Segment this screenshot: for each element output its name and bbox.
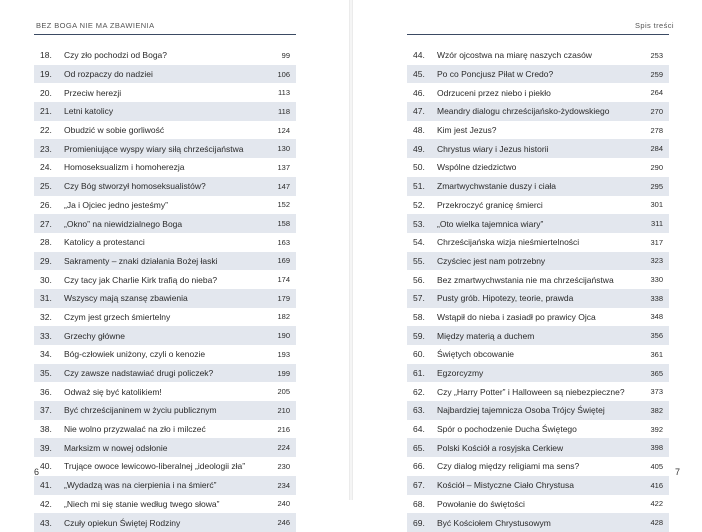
chapter-page: 174: [277, 275, 290, 285]
chapter-number: 43.: [40, 517, 52, 528]
chapter-page: 224: [277, 443, 290, 453]
chapter-number: 29.: [40, 255, 52, 266]
chapter-title: Przekroczyć granicę śmierci: [437, 199, 543, 210]
chapter-number: 33.: [40, 330, 52, 341]
toc-entry: [407, 65, 669, 84]
left-page: [0, 0, 349, 528]
chapter-title: Sakramenty – znaki działania Bożej łaski: [64, 255, 218, 266]
chapter-page: 295: [650, 181, 663, 191]
toc-entry: [34, 308, 296, 327]
chapter-number: 41.: [40, 480, 52, 491]
chapter-page: 210: [277, 405, 290, 415]
chapter-title: Promieniujące wyspy wiary siłą chrześcijaństwa: [64, 143, 244, 154]
chapter-number: 53.: [413, 218, 425, 229]
toc-entry: [34, 513, 296, 532]
toc-entry: [407, 420, 669, 439]
chapter-title: Trujące owoce lewicowo-liberalnej „ideologii zła”: [64, 461, 246, 472]
chapter-title: Po co Poncjusz Piłat w Credo?: [437, 69, 554, 80]
chapter-title: Nie wolno przyzwalać na zło i milczeć: [64, 424, 206, 435]
chapter-title: Czy Bóg stworzył homoseksualistów?: [64, 181, 206, 192]
chapter-number: 67.: [413, 480, 425, 491]
chapter-number: 51.: [413, 181, 425, 192]
chapter-number: 24.: [40, 162, 52, 173]
chapter-number: 25.: [40, 181, 52, 192]
toc-entry: [34, 214, 296, 233]
running-head: Spis treści: [635, 21, 674, 30]
chapter-page: 240: [277, 499, 290, 509]
chapter-page: 259: [650, 69, 663, 79]
chapter-page: 205: [277, 387, 290, 397]
chapter-page: 190: [277, 331, 290, 341]
chapter-title: Bez zmartwychwstania nie ma chrześcijaństwa: [437, 274, 614, 285]
chapter-page: 169: [277, 256, 290, 266]
chapter-page: 199: [277, 368, 290, 378]
chapter-number: 61.: [413, 368, 425, 379]
toc-entry: [34, 252, 296, 271]
chapter-number: 47.: [413, 106, 425, 117]
chapter-number: 46.: [413, 87, 425, 98]
chapter-page: 147: [277, 181, 290, 191]
chapter-title: Czy zło pochodzi od Boga?: [64, 50, 168, 61]
chapter-number: 21.: [40, 106, 52, 117]
chapter-number: 69.: [413, 517, 425, 528]
chapter-page: 416: [650, 480, 663, 490]
toc-entry: [407, 438, 669, 457]
chapter-number: 27.: [40, 218, 52, 229]
toc-entry: [407, 177, 669, 196]
chapter-title: Bóg-człowiek uniżony, czyli o kenozie: [64, 349, 206, 360]
chapter-title: Przeciw herezji: [64, 87, 122, 98]
toc-entry: [407, 401, 669, 420]
chapter-page: 361: [650, 349, 663, 359]
chapter-page: 193: [277, 349, 290, 359]
chapter-page: 323: [650, 256, 663, 266]
toc-entry: [407, 308, 669, 327]
chapter-title: Chrześcijańska wizja nieśmiertelności: [437, 237, 580, 248]
chapter-page: 130: [277, 144, 290, 154]
chapter-page: 163: [277, 237, 290, 247]
toc-entry: [407, 382, 669, 401]
chapter-title: „Wydadzą was na cierpienia i na śmierć”: [64, 480, 217, 491]
toc-entry: [407, 513, 669, 532]
chapter-number: 62.: [413, 386, 425, 397]
toc-entry: [34, 438, 296, 457]
chapter-number: 45.: [413, 69, 425, 80]
chapter-title: „Ja i Ojciec jedno jesteśmy”: [64, 199, 168, 210]
toc-entry: [34, 83, 296, 102]
chapter-number: 39.: [40, 442, 52, 453]
chapter-number: 68.: [413, 498, 425, 509]
toc-entry: [34, 401, 296, 420]
chapter-number: 23.: [40, 143, 52, 154]
chapter-title: Polski Kościół a rosyjska Cerkiew: [437, 442, 564, 453]
chapter-title: Grzechy główne: [64, 330, 125, 341]
chapter-number: 32.: [40, 311, 52, 322]
chapter-page: 182: [277, 312, 290, 322]
toc-entry: [407, 476, 669, 495]
chapter-title: Wstąpił do nieba i zasiadł po prawicy Ojca: [437, 311, 596, 322]
toc-entry: [407, 289, 669, 308]
toc-entry: [34, 65, 296, 84]
toc-entry: [34, 289, 296, 308]
chapter-number: 22.: [40, 125, 52, 136]
toc-entry: [407, 457, 669, 476]
toc-entry: [34, 345, 296, 364]
chapter-title: Być Kościołem Chrystusowym: [437, 517, 551, 528]
chapter-title: Czy zawsze nadstawiać drugi policzek?: [64, 368, 214, 379]
chapter-number: 57.: [413, 293, 425, 304]
chapter-title: Najbardziej tajemnicza Osoba Trójcy Świętej: [437, 405, 605, 416]
chapter-title: Zmartwychwstanie duszy i ciała: [437, 181, 557, 192]
chapter-page: 365: [650, 368, 663, 378]
chapter-title: „Oto wielka tajemnica wiary”: [437, 218, 544, 229]
chapter-title: Pusty grób. Hipotezy, teorie, prawda: [437, 293, 574, 304]
chapter-title: Czy tacy jak Charlie Kirk trafią do nieba?: [64, 274, 218, 285]
chapter-title: Czuły opiekun Świętej Rodziny: [64, 517, 181, 528]
chapter-title: Odważ się być katolikiem!: [64, 386, 162, 397]
header-rule: [34, 34, 296, 35]
toc-entry: [34, 457, 296, 476]
chapter-page: 264: [650, 88, 663, 98]
chapter-title: Czym jest grzech śmiertelny: [64, 311, 171, 322]
chapter-title: Między materią a duchem: [437, 330, 535, 341]
chapter-number: 56.: [413, 274, 425, 285]
chapter-number: 49.: [413, 143, 425, 154]
chapter-page: 284: [650, 144, 663, 154]
chapter-page: 152: [277, 200, 290, 210]
chapter-number: 28.: [40, 237, 52, 248]
chapter-page: 356: [650, 331, 663, 341]
chapter-title: Wszyscy mają szansę zbawienia: [64, 293, 188, 304]
toc-entry: [34, 476, 296, 495]
chapter-number: 19.: [40, 69, 52, 80]
toc-entry: [407, 345, 669, 364]
toc-entry: [407, 102, 669, 121]
chapter-number: 30.: [40, 274, 52, 285]
chapter-title: Czy dialog między religiami ma sens?: [437, 461, 580, 472]
toc-entry: [407, 46, 669, 65]
chapter-title: Czyściec jest nam potrzebny: [437, 255, 546, 266]
chapter-number: 38.: [40, 424, 52, 435]
right-page: [353, 0, 702, 528]
chapter-number: 54.: [413, 237, 425, 248]
chapter-title: Katolicy a protestanci: [64, 237, 145, 248]
chapter-title: Być chrześcijaninem w życiu publicznym: [64, 405, 217, 416]
chapter-title: Egzorcyzmy: [437, 368, 484, 379]
chapter-page: 330: [650, 275, 663, 285]
table-of-contents: [407, 46, 669, 532]
chapter-title: Chrystus wiary i Jezus historii: [437, 143, 549, 154]
toc-entry: [34, 495, 296, 514]
chapter-page: 317: [650, 237, 663, 247]
toc-entry: [34, 139, 296, 158]
chapter-page: 234: [277, 480, 290, 490]
toc-entry: [407, 495, 669, 514]
chapter-number: 64.: [413, 424, 425, 435]
chapter-page: 158: [277, 219, 290, 229]
chapter-title: Odrzuceni przez niebo i piekło: [437, 87, 551, 98]
chapter-page: 428: [650, 518, 663, 528]
chapter-number: 26.: [40, 199, 52, 210]
chapter-number: 35.: [40, 368, 52, 379]
toc-entry: [407, 214, 669, 233]
toc-entry: [407, 364, 669, 383]
chapter-page: 278: [650, 125, 663, 135]
chapter-title: Kim jest Jezus?: [437, 125, 497, 136]
toc-entry: [34, 270, 296, 289]
chapter-number: 48.: [413, 125, 425, 136]
toc-entry: [34, 177, 296, 196]
chapter-title: Od rozpaczy do nadziei: [64, 69, 153, 80]
chapter-page: 216: [277, 424, 290, 434]
chapter-page: 348: [650, 312, 663, 322]
chapter-title: Meandry dialogu chrześcijańsko-żydowskiego: [437, 106, 610, 117]
chapter-number: 52.: [413, 199, 425, 210]
chapter-title: Wzór ojcostwa na miarę naszych czasów: [437, 50, 592, 61]
chapter-title: Letni katolicy: [64, 106, 114, 117]
toc-entry: [34, 158, 296, 177]
toc-entry: [407, 326, 669, 345]
chapter-title: Wspólne dziedzictwo: [437, 162, 517, 173]
chapter-page: 301: [650, 200, 663, 210]
chapter-page: 99: [281, 50, 290, 60]
chapter-page: 246: [277, 518, 290, 528]
chapter-title: Spór o pochodzenie Ducha Świętego: [437, 424, 577, 435]
chapter-number: 31.: [40, 293, 52, 304]
chapter-number: 66.: [413, 461, 425, 472]
chapter-title: „Okno” na niewidzialnego Boga: [64, 218, 183, 229]
toc-entry: [407, 252, 669, 271]
chapter-title: Marksizm w nowej odsłonie: [64, 442, 168, 453]
toc-entry: [407, 121, 669, 140]
toc-entry: [34, 364, 296, 383]
chapter-page: 253: [650, 50, 663, 60]
chapter-title: Kościół – Mistyczne Ciało Chrystusa: [437, 480, 574, 491]
chapter-page: 137: [277, 162, 290, 172]
toc-entry: [407, 233, 669, 252]
chapter-page: 398: [650, 443, 663, 453]
chapter-title: Świętych obcowanie: [437, 349, 515, 360]
toc-entry: [407, 270, 669, 289]
toc-entry: [34, 121, 296, 140]
chapter-page: 230: [277, 461, 290, 471]
chapter-page: 179: [277, 293, 290, 303]
chapter-page: 118: [278, 106, 290, 116]
chapter-number: 36.: [40, 386, 52, 397]
chapter-title: Powołanie do świętości: [437, 498, 525, 509]
page-number: 6: [34, 467, 40, 477]
chapter-number: 63.: [413, 405, 425, 416]
chapter-number: 34.: [40, 349, 52, 360]
toc-entry: [407, 83, 669, 102]
toc-entry: [407, 158, 669, 177]
toc-entry: [407, 196, 669, 215]
chapter-number: 37.: [40, 405, 52, 416]
chapter-number: 42.: [40, 498, 52, 509]
chapter-title: „Niech mi się stanie według twego słowa”: [64, 498, 220, 509]
toc-entry: [34, 196, 296, 215]
chapter-page: 405: [650, 461, 663, 471]
chapter-number: 50.: [413, 162, 425, 173]
chapter-page: 382: [650, 405, 663, 415]
toc-entry: [34, 102, 296, 121]
table-of-contents: [34, 46, 296, 532]
chapter-page: 106: [277, 69, 290, 79]
chapter-title: Obudzić w sobie gorliwość: [64, 125, 165, 136]
toc-entry: [34, 46, 296, 65]
chapter-page: 373: [650, 387, 663, 397]
chapter-page: 270: [650, 106, 663, 116]
toc-entry: [34, 382, 296, 401]
chapter-number: 18.: [40, 50, 52, 61]
chapter-number: 20.: [40, 87, 52, 98]
running-head: BEZ BOGA NIE MA ZBAWIENIA: [36, 21, 155, 30]
chapter-number: 44.: [413, 50, 425, 61]
header-rule: [407, 34, 669, 35]
chapter-number: 59.: [413, 330, 425, 341]
chapter-title: Czy „Harry Potter” i Halloween są niebezpieczne?: [437, 386, 625, 397]
chapter-page: 392: [650, 424, 663, 434]
chapter-number: 65.: [413, 442, 425, 453]
toc-entry: [34, 233, 296, 252]
chapter-page: 422: [650, 499, 663, 509]
chapter-page: 113: [278, 88, 290, 98]
chapter-page: 124: [277, 125, 290, 135]
toc-entry: [34, 326, 296, 345]
chapter-number: 58.: [413, 311, 425, 322]
page-number: 7: [674, 467, 680, 477]
chapter-number: 60.: [413, 349, 425, 360]
chapter-title: Homoseksualizm i homoherezja: [64, 162, 185, 173]
chapter-number: 40.: [40, 461, 52, 472]
toc-entry: [34, 420, 296, 439]
chapter-page: 290: [650, 162, 663, 172]
chapter-page: 311: [651, 219, 663, 229]
toc-entry: [407, 139, 669, 158]
chapter-number: 55.: [413, 255, 425, 266]
chapter-page: 338: [650, 293, 663, 303]
